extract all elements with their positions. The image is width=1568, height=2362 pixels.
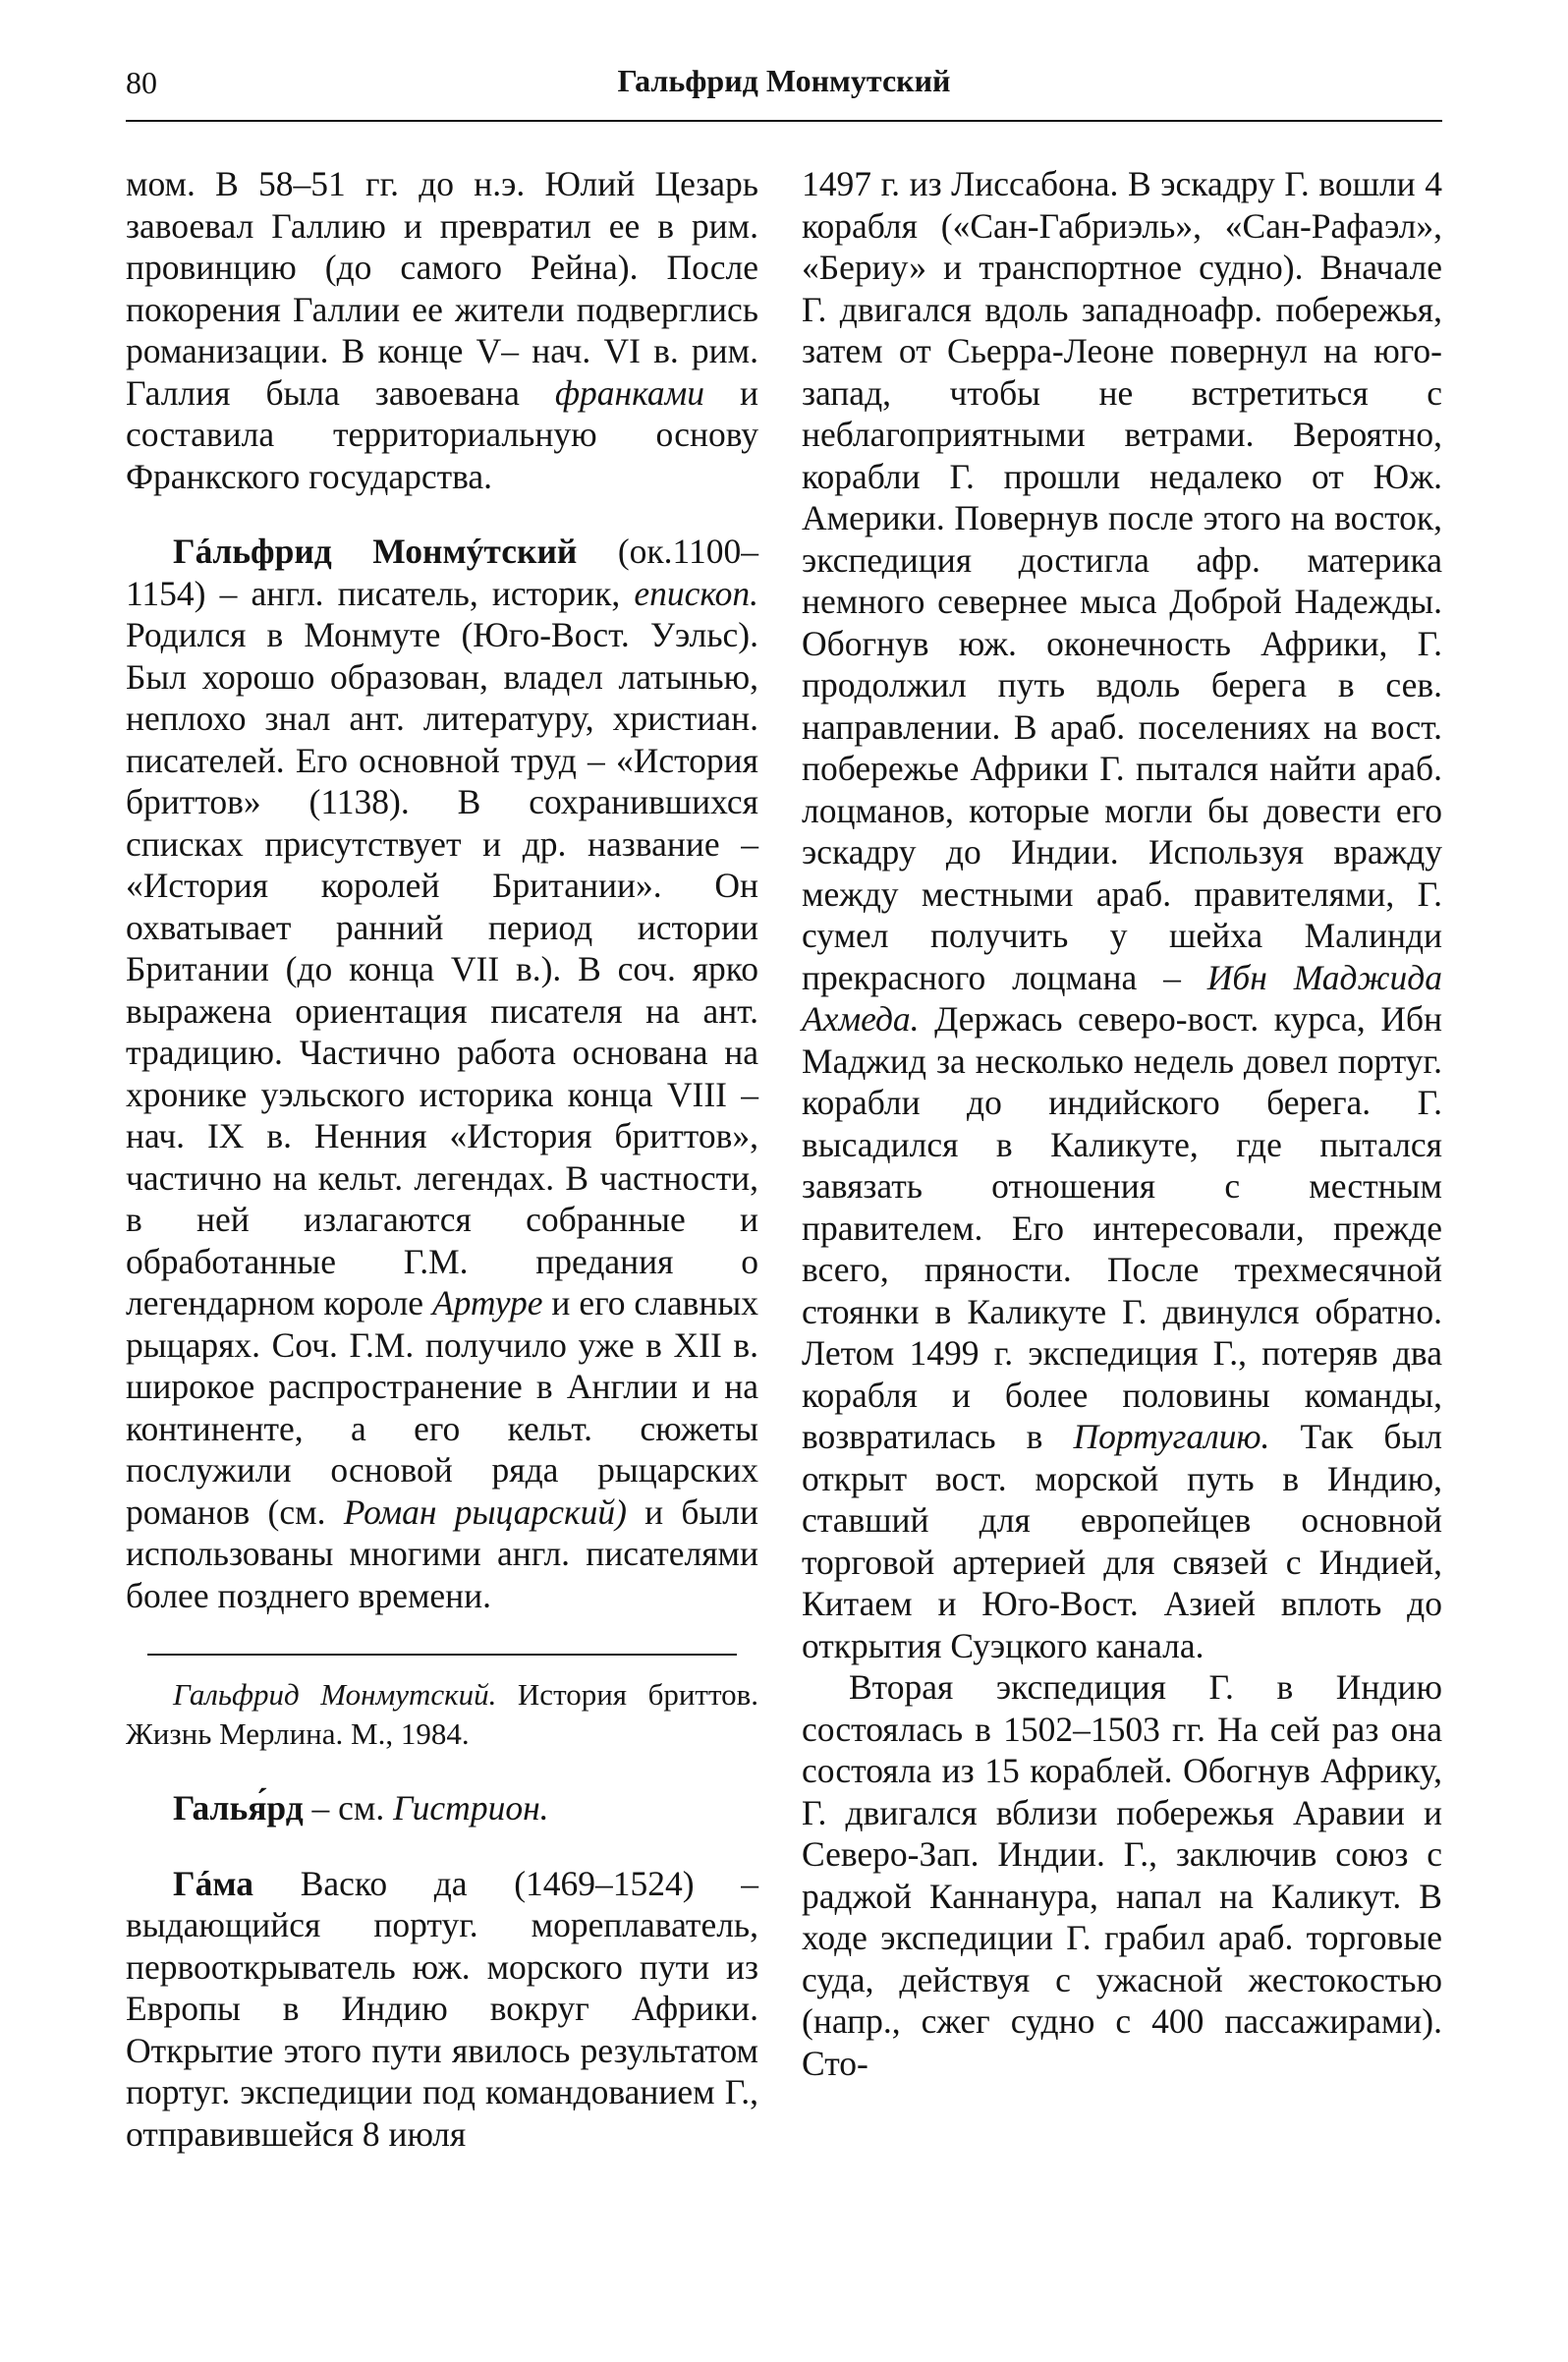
cross-reference-link[interactable]: франками: [554, 372, 705, 413]
running-title: Гальфрид Монмутский: [617, 63, 951, 98]
cross-reference-link[interactable]: епископ.: [634, 573, 759, 613]
cross-reference-link[interactable]: Португалию.: [1073, 1417, 1270, 1456]
entry-gallia-continuation: мом. В 58–51 гг. до н.э. Юлий Цезарь завоевал Галлию и превратил ее в рим. провинцию (до самого Рейна). После покорения Галлии ее жители подверглись романизации. В конце V– нач. VI в. рим. Галлия была завоевана франками и составила территориальную основу Франкского государства.: [126, 164, 759, 496]
header-rule: [126, 120, 1442, 122]
headword: Галья́рд: [173, 1788, 304, 1828]
paragraph-second-expedition: Вторая экспедиция Г. в Индию состоялась в 1502–1503 гг. На сей раз она состояла из 15 кораблей. Обогнув Африку, Г. двигался вблизи побережья Аравии и Северо-Зап. Индии. Г., заключив союз с раджой Каннанура, напал на Каликут. В ходе экспедиции Г. грабил араб. торговые суда, действуя с ужасной жестокостью (напр., сжег судно с 400 пассажирами). Сто-: [802, 1667, 1442, 2083]
entry-galfrid: Гáльфрид Монмýтский (ок.1100–1154) – англ. писатель, историк, епископ. Родился в Монмуте (Юго-Вост. Уэльс). Был хорошо образован, владел латынью, неплохо знал ант. литературу, христиан. писателей. Его основной труд – «История бриттов» (1138). В сохранившихся списках присутствует и др. название – «История королей Британии». Он охватывает ранний период истории Британии (до конца VII в.). В соч. ярко выражена ориентация писателя на ант. традицию. Частично работа основана на хронике уэльского историка конца VIII – нач. IX в. Ненния «История бриттов», частично на кельт. легендах. В частности, в ней излагаются собранные и обработанные Г.М. предания о легендарном короле Артуре и его славных рыцарях. Соч. Г.М. получило уже в XII в. широкое распространение в Англии и на континенте, а его кельт. сюжеты послужили основой ряда рыцарских романов (см. Роман рыцарский) и были использованы многими англ. писателями более позднего времени.: [126, 532, 759, 1615]
entry-gama-continuation: 1497 г. из Лиссабона. В эскадру Г. вошли 4 корабля («Сан-Габриэль», «Сан-Рафаэл», «Бериу» и транспортное судно). Вначале Г. двигался вдоль западноафр. побережья, затем от Сьерра-Леоне повернул на юго-запад, чтобы не встретиться с неблагоприятными ветрами. Вероятно, корабли Г. прошли недалеко от Юж. Америки. Повернув после этого на восток, экспедиция достигла афр. материка немного севернее мыса Доброй Надежды. Обогнув юж. оконечность Африки, Г. продолжил путь вдоль берега в сев. направлении. В араб. поселениях на вост. побережье Африки Г. пытался найти араб. лоцманов, которые могли бы довести его эскадру до Индии. Используя вражду между местными араб. правителями, Г. сумел получить у шейха Малинди прекрасного лоцмана – Ибн Маджида Ахмеда. Держась северо-вост. курса, Ибн Маджид за несколько недель довел португ. корабли до индийского берега. Г. высадился в Каликуте, где пытался завязать отношения с местным правителем. Его интересовали, прежде всего, пряности. После трехмесячной стоянки в Каликуте Г. двинулся обратно. Летом 1499 г. экспедиция Г., потеряв два корабля и более половины команды, возвратилась в Португалию. Так был открыт вост. морской путь в Индию, ставший для европейцев основной торговой артерией для связей с Индией, Китаем и Юго-Вост. Азией вплоть до открытия Суэцкого канала.: [802, 164, 1443, 1665]
cross-reference-link[interactable]: Артуре: [431, 1283, 543, 1322]
entry-gama: Гáма Васко да (1469–1524) – выдающийся португ. мореплаватель, первооткрыватель юж. морского пути из Европы в Индию вокруг Африки. Открытие этого пути явилось результатом португ. экспедиции под командованием Г., отправившейся 8 июля: [126, 1863, 758, 2154]
left-column: [126, 163, 758, 2155]
cross-reference-link[interactable]: Ибн Маджида Ахмеда.: [802, 957, 1442, 1039]
cross-reference-link[interactable]: Роман рыцарский): [343, 1491, 627, 1532]
cross-reference-link[interactable]: Гистрион.: [393, 1788, 549, 1828]
running-header: [126, 55, 1442, 110]
page-number: 80: [126, 65, 157, 100]
headword: Гáльфрид Монмýтский: [173, 532, 578, 571]
bibliography-rule: [147, 1654, 737, 1656]
entry-galiard: Галья́рд – см. Гистрион.: [173, 1788, 549, 1828]
bibliography-reference: Гальфрид Монмутский. История бриттов. Жизнь Мерлина. М., 1984.: [126, 1677, 759, 1751]
headword: Гáма: [173, 1863, 254, 1903]
right-column: [802, 163, 1442, 2084]
